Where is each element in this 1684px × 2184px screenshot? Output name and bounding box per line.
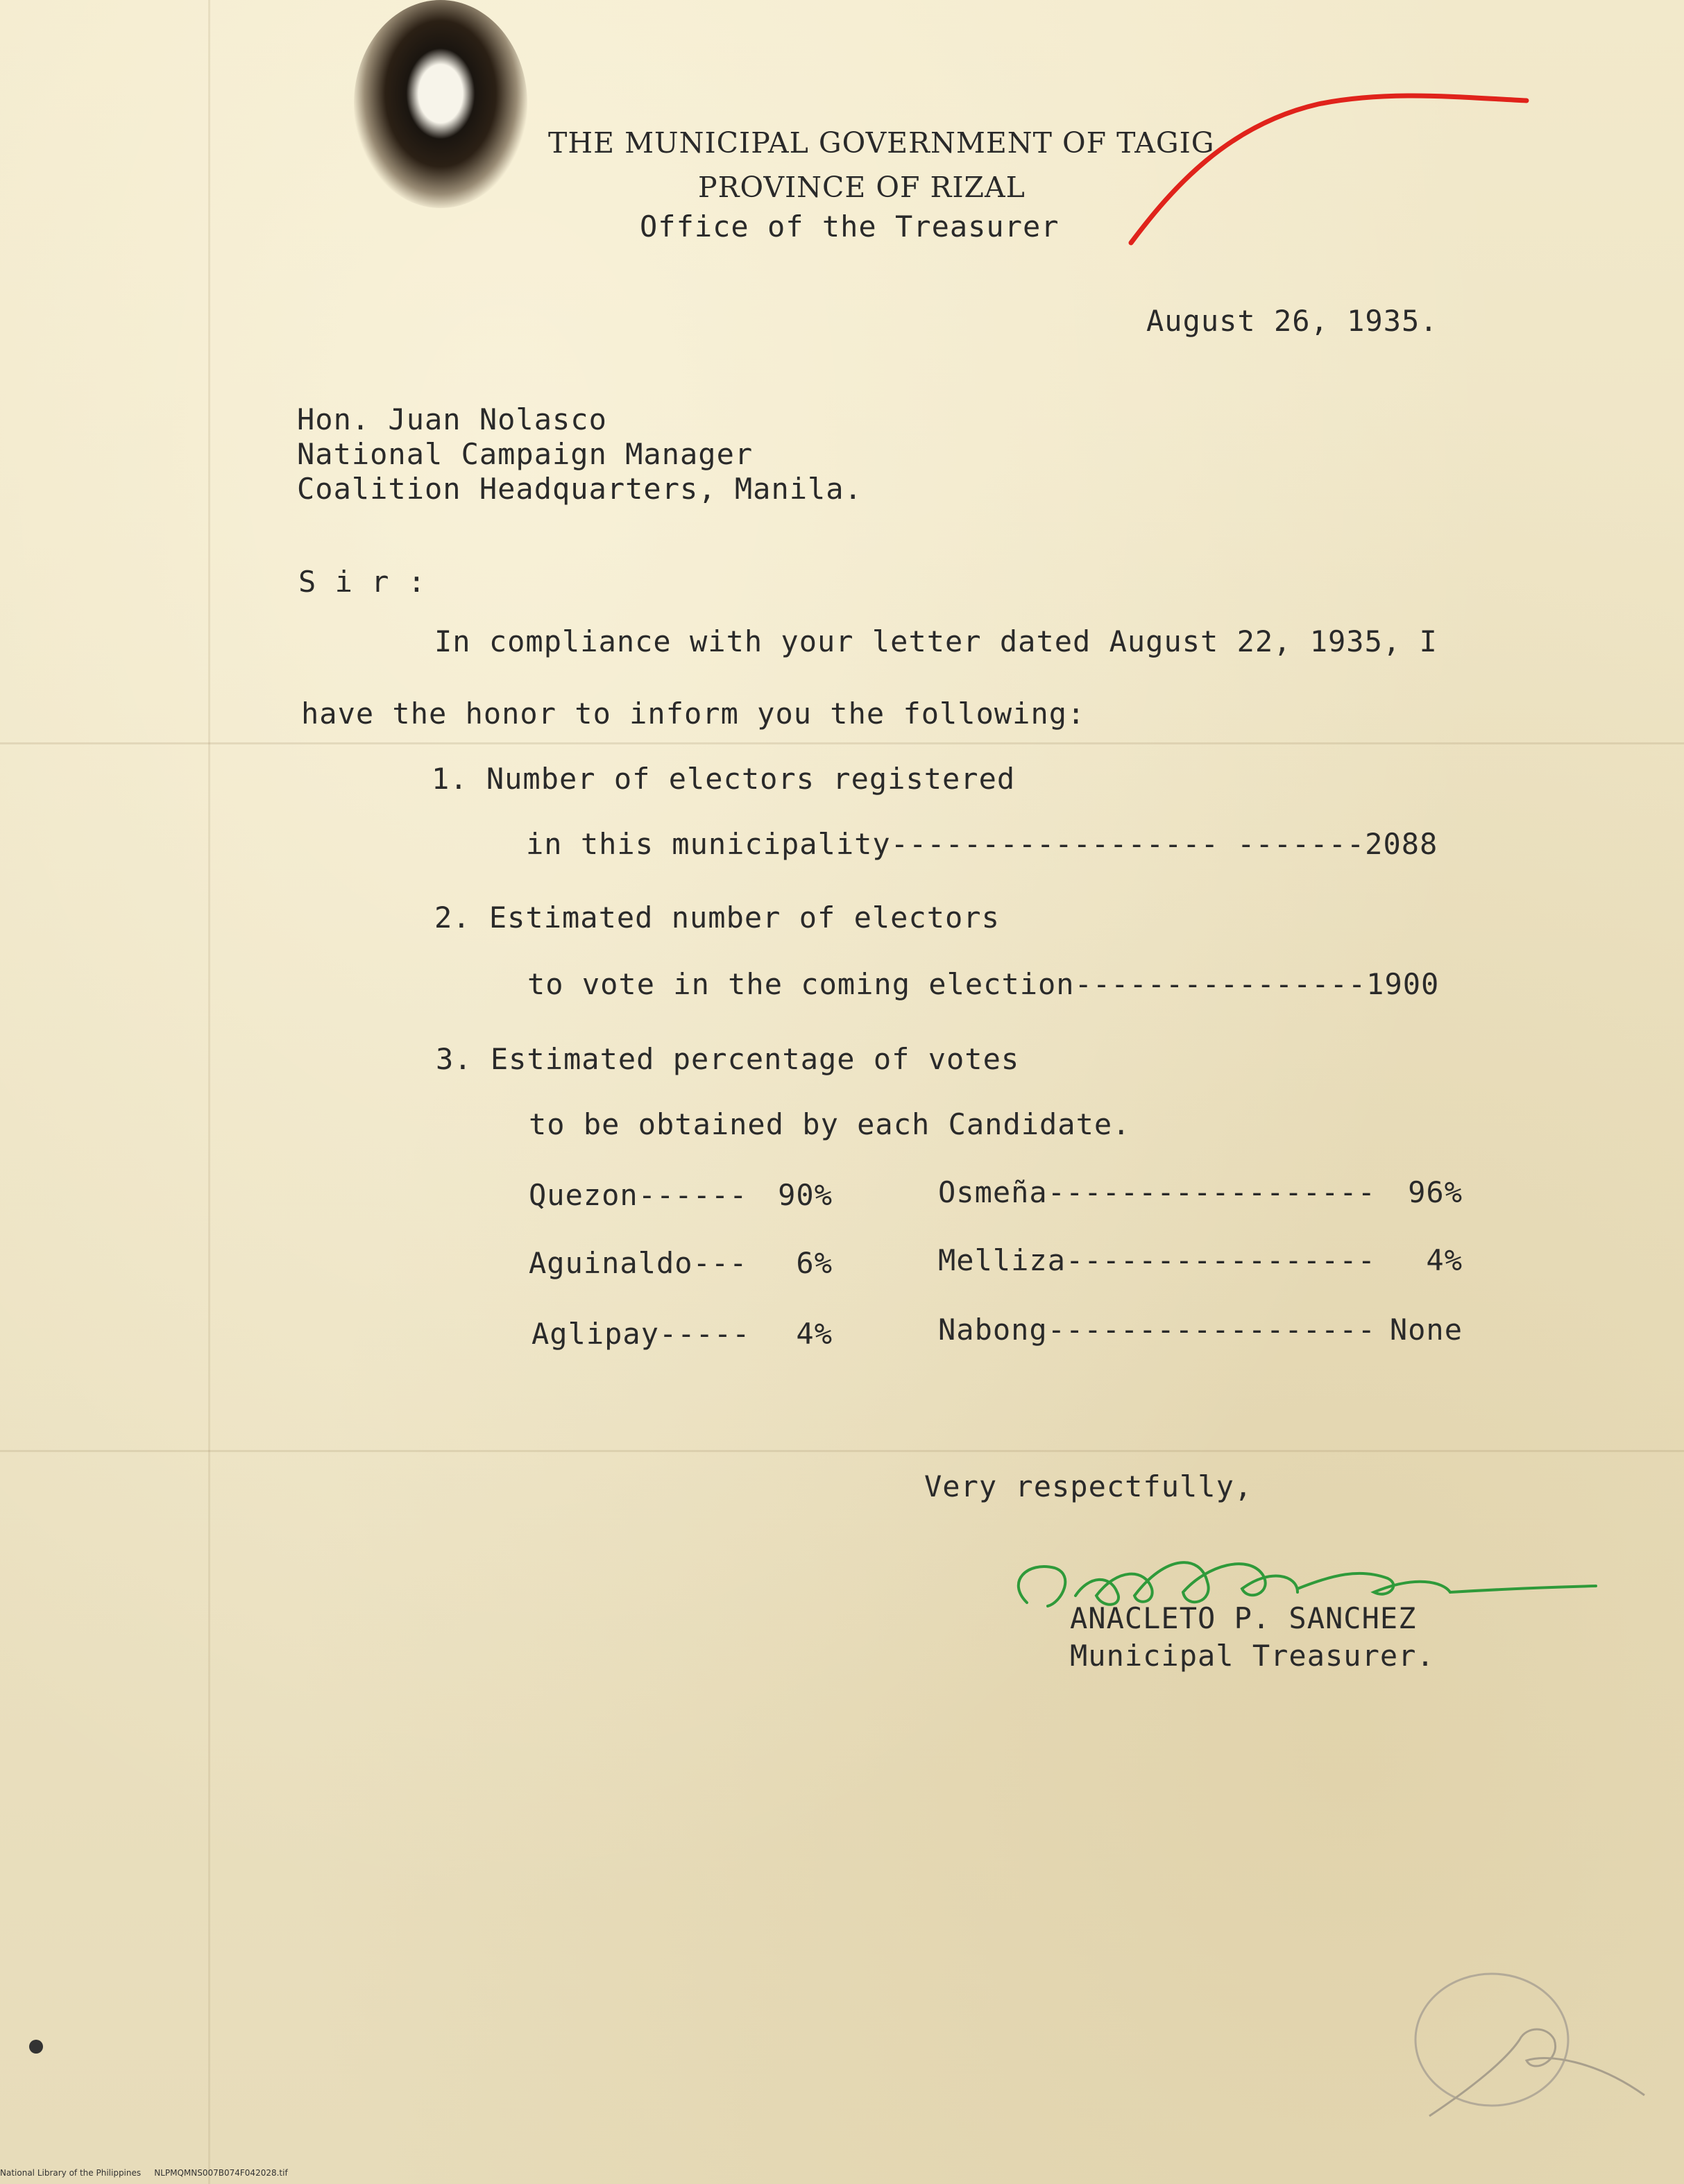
candidate-name: Quezon------ bbox=[529, 1178, 748, 1212]
item-3-line-2: to be obtained by each Candidate. bbox=[529, 1107, 1131, 1141]
signatory-name: ANACLETO P. SANCHEZ bbox=[1070, 1601, 1417, 1635]
candidate-name: Osmeña------------------ bbox=[938, 1175, 1376, 1209]
candidate-percentage: 4% bbox=[1426, 1243, 1463, 1277]
body-line-2: have the honor to inform you the following: bbox=[301, 697, 1086, 731]
letter-date: August 26, 1935. bbox=[1146, 304, 1438, 338]
burn-hole bbox=[354, 0, 527, 208]
salutation: S i r : bbox=[298, 565, 427, 599]
item-3-line-1: 3. Estimated percentage of votes bbox=[436, 1042, 1020, 1076]
candidate-name: Aguinaldo--- bbox=[529, 1246, 748, 1280]
paper-crease bbox=[208, 0, 210, 2184]
item-1-line-2: in this municipality------------------ -------2088 bbox=[526, 827, 1438, 861]
letterhead-line-3: Office of the Treasurer bbox=[640, 210, 1060, 244]
letterhead-line-2: PROVINCE OF RIZAL bbox=[698, 171, 1026, 204]
pencil-scribble bbox=[1388, 1956, 1651, 2137]
item-2-line-1: 2. Estimated number of electors bbox=[434, 901, 1000, 935]
candidate-name: Nabong------------------ bbox=[938, 1313, 1376, 1347]
item-1-line-1: 1. Number of electors registered bbox=[432, 762, 1016, 796]
letterhead-line-1: THE MUNICIPAL GOVERNMENT OF TAGIG bbox=[548, 126, 1215, 160]
candidate-percentage: 90% bbox=[778, 1178, 833, 1212]
addressee-address: Coalition Headquarters, Manila. bbox=[297, 472, 862, 506]
candidate-percentage: 4% bbox=[796, 1317, 833, 1351]
candidate-name: Melliza----------------- bbox=[938, 1243, 1376, 1277]
candidate-percentage: 6% bbox=[796, 1246, 833, 1280]
item-2-line-2: to vote in the coming election----------------1900 bbox=[527, 967, 1440, 1001]
punch-hole bbox=[29, 2040, 43, 2054]
addressee-title: National Campaign Manager bbox=[297, 437, 754, 471]
candidate-percentage: 96% bbox=[1408, 1175, 1463, 1209]
addressee-name: Hon. Juan Nolasco bbox=[297, 402, 607, 436]
paper-fold bbox=[0, 1450, 1684, 1452]
candidate-percentage: None bbox=[1389, 1313, 1463, 1347]
candidate-name: Aglipay----- bbox=[531, 1317, 751, 1351]
archive-footer: National Library of the Philippines NLPMQMNS007B074F042028.tif bbox=[0, 2168, 288, 2178]
closing: Very respectfully, bbox=[924, 1469, 1253, 1503]
body-line-1: In compliance with your letter dated August 22, 1935, I bbox=[434, 624, 1438, 658]
signatory-title: Municipal Treasurer. bbox=[1070, 1639, 1435, 1673]
red-pencil-mark bbox=[1110, 83, 1540, 264]
paper-fold bbox=[0, 742, 1684, 744]
